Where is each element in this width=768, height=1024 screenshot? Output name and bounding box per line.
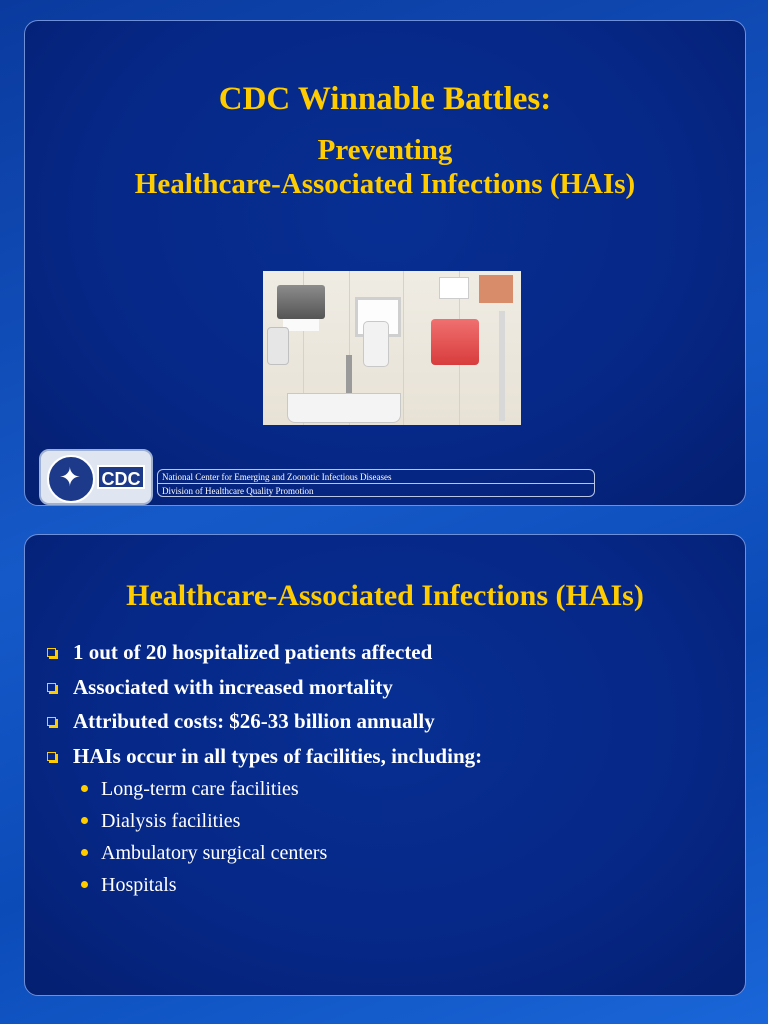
square-bullet-icon	[47, 648, 56, 657]
hhs-seal-icon: ✦	[47, 455, 95, 503]
cdc-logo	[39, 449, 153, 505]
slide-1	[24, 20, 746, 506]
slide-subtitle	[25, 133, 745, 201]
list-item: Associated with increased mortality	[41, 670, 731, 705]
division-info-bar	[157, 469, 595, 497]
dot-bullet-icon	[81, 881, 88, 888]
square-bullet-icon	[47, 752, 56, 761]
division-name: Division of Healthcare Quality Promotion	[162, 486, 314, 496]
list-item: HAIs occur in all types of facilities, including:	[41, 739, 731, 774]
subtitle-line-2: Healthcare-Associated Infections (HAIs)	[134, 168, 636, 200]
dot-bullet-icon	[81, 817, 88, 824]
bullet-list	[41, 635, 731, 901]
sharps-container	[431, 319, 479, 365]
sub-list-item: Ambulatory surgical centers	[41, 837, 731, 869]
subtitle-line-1: Preventing	[317, 134, 453, 166]
list-item: Attributed costs: $26-33 billion annually	[41, 704, 731, 739]
slide-title: Healthcare-Associated Infections (HAIs)	[126, 579, 644, 612]
square-bullet-icon	[47, 717, 56, 726]
faucet	[346, 355, 352, 393]
soap-dispenser	[363, 321, 389, 367]
sub-list-item: Long-term care facilities	[41, 773, 731, 805]
center-name: National Center for Emerging and Zoonotic Infectious Diseases	[162, 472, 392, 482]
slide-title: CDC Winnable Battles:	[218, 81, 552, 117]
square-bullet-icon	[47, 683, 56, 692]
sink-station-photo	[263, 271, 521, 425]
cdc-wordmark: CDC	[97, 465, 145, 489]
soap-dispenser	[267, 327, 289, 365]
list-item: 1 out of 20 hospitalized patients affected	[41, 635, 731, 670]
sub-list-item: Dialysis facilities	[41, 805, 731, 837]
sub-list-item: Hospitals	[41, 869, 731, 901]
towel-dispenser	[277, 285, 325, 319]
sink	[287, 393, 401, 423]
dot-bullet-icon	[81, 849, 88, 856]
slide-2	[24, 534, 746, 996]
dot-bullet-icon	[81, 785, 88, 792]
